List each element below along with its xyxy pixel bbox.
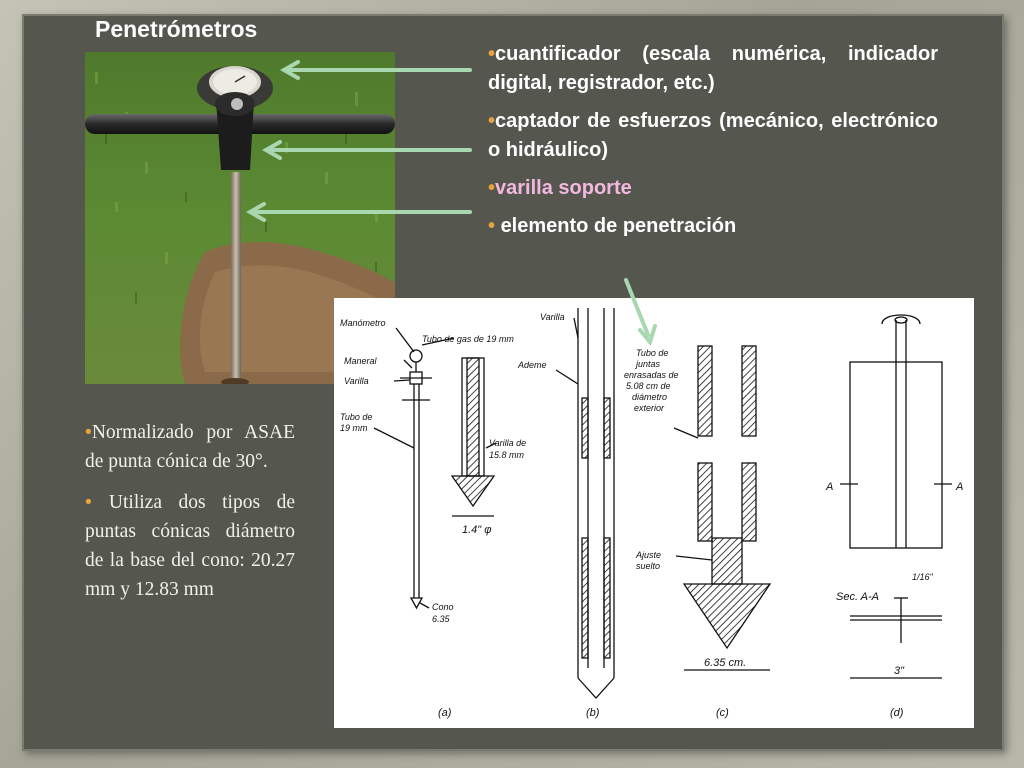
caption-d: (d) — [890, 707, 904, 719]
label-diam: 1.4" φ — [462, 524, 492, 536]
bullet-icon: • — [488, 110, 496, 132]
label-frac: 1/16" — [912, 572, 933, 582]
label-tubo-juntas-6: exterior — [634, 403, 665, 413]
note-normalizado — [85, 418, 295, 476]
label-sec: Sec. A-A — [836, 591, 879, 603]
label-a-right: A — [956, 481, 964, 493]
label-cono-val: 6.35 — [432, 614, 450, 624]
bullet-icon: • — [85, 421, 92, 443]
note-puntas — [85, 488, 295, 604]
label-varilla-158-a: Varilla de — [489, 438, 527, 448]
bullet-icon: • — [488, 177, 496, 199]
bullet-icon: • — [488, 215, 501, 237]
diagram-drawing — [334, 298, 974, 728]
list-item-text: cuantificador (escala numérica, indicador digital, registrador, etc.) — [488, 43, 938, 94]
label-tubo-juntas-3: enrasadas de — [624, 370, 679, 380]
list-item-captador — [488, 107, 938, 165]
label-dim-c: 6.35 cm. — [704, 657, 747, 669]
caption-b: (b) — [586, 707, 600, 719]
list-item-text: elemento de penetración — [500, 215, 737, 237]
label-maneral: Maneral — [344, 356, 377, 366]
label-tubo-gas: Tubo de gas de 19 mm — [422, 334, 514, 344]
label-tubo-juntas-1: Tubo de — [636, 348, 669, 358]
notes-list — [85, 418, 295, 616]
caption-a: (a) — [438, 707, 452, 719]
note-text: Utiliza dos tipos de puntas cónicas diámetro de la base del cono: 20.27 mm y 12.83 mm — [85, 492, 295, 600]
label-tubo-juntas-2: juntas — [636, 359, 661, 369]
label-tubo-de: Tubo de — [340, 412, 373, 422]
list-item-varilla — [488, 174, 938, 203]
label-cono: Cono — [432, 602, 454, 612]
caption-c: (c) — [716, 707, 729, 719]
label-tubo-19: 19 mm — [340, 423, 368, 433]
label-ajuste-2: suelto — [636, 561, 661, 571]
label-tubo-juntas-5: diámetro — [632, 392, 668, 402]
diagram-labels — [340, 312, 963, 719]
component-list — [488, 40, 938, 250]
slide-title: Penetrómetros — [95, 16, 258, 42]
label-tubo-juntas-4: 5.08 cm de — [626, 381, 671, 391]
label-ajuste-1: Ajuste — [636, 550, 662, 560]
list-item-text: varilla soporte — [495, 177, 632, 199]
bullet-icon: • — [85, 491, 109, 513]
penetrometer-diagram — [334, 298, 974, 728]
label-manometro: Manómetro — [340, 318, 386, 328]
label-varilla-a: Varilla — [344, 376, 369, 386]
label-varilla-b: Varilla — [540, 312, 565, 322]
note-text: Normalizado por ASAE de punta cónica de 30°. — [85, 422, 295, 472]
label-ademe: Ademe — [518, 360, 547, 370]
list-item-elemento — [488, 212, 938, 241]
label-a-left: A — [826, 481, 834, 493]
list-item-text: captador de esfuerzos (mecánico, electrónico o hidráulico) — [488, 110, 938, 161]
bullet-icon: • — [488, 43, 496, 65]
label-varilla-158-b: 15.8 mm — [489, 450, 525, 460]
label-dim-d: 3" — [894, 665, 905, 677]
list-item-cuantificador — [488, 40, 938, 98]
